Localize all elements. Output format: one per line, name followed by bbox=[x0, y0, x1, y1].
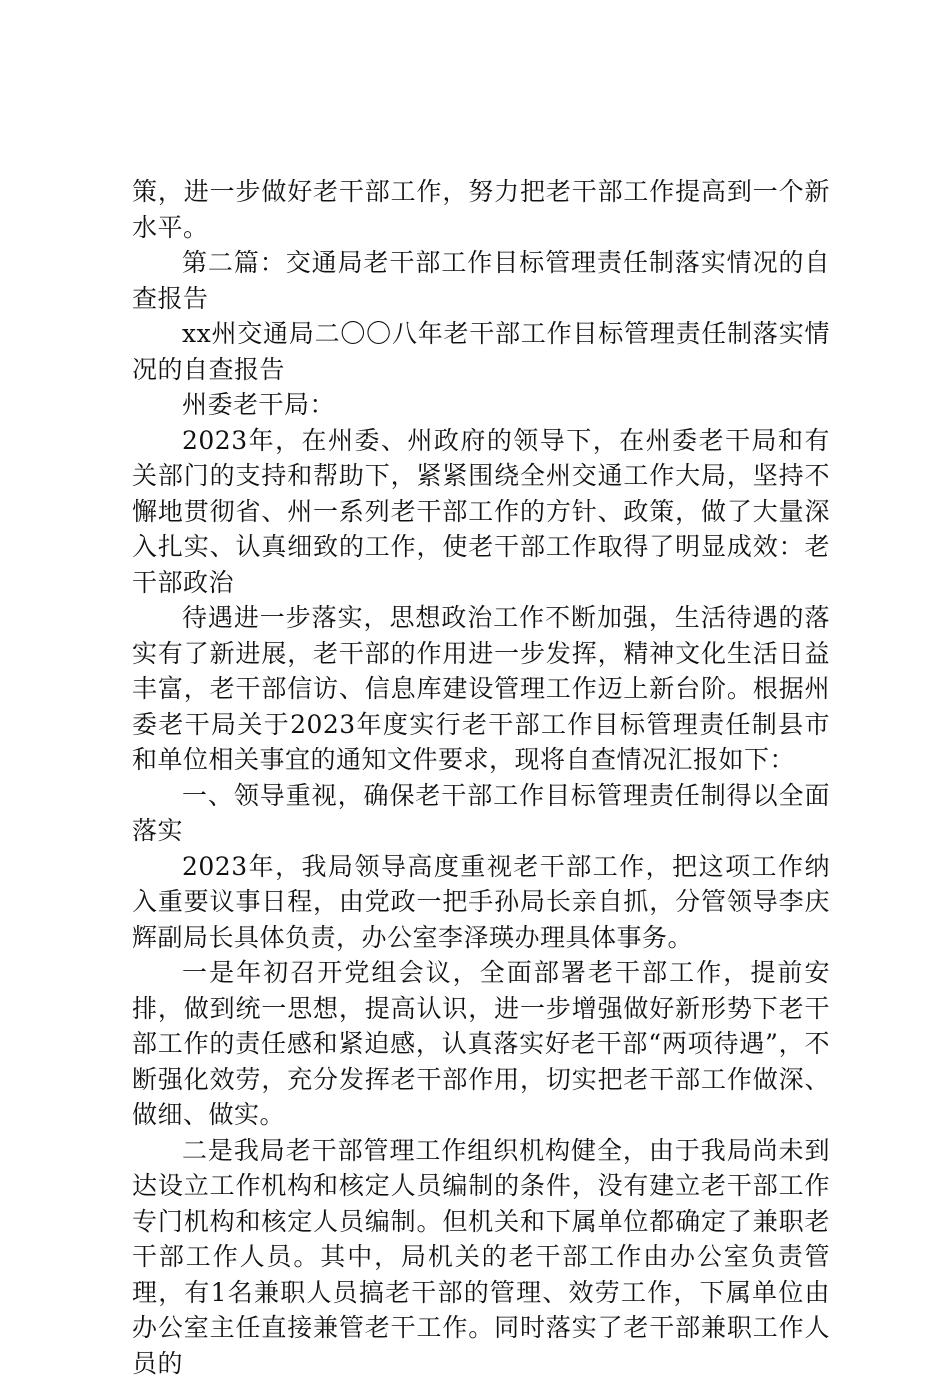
paragraph-5: 2023年，在州委、州政府的领导下，在州委老干局和有关部门的支持和帮助下，紧紧围绕全州交通工作大局，坚持不懈地贯彻省、州一系列老干部工作的方针、政策，做了大量深入扎实、认真细致的工作，使老干部工作取得了明显成效：老干部政治 bbox=[132, 423, 830, 601]
paragraph-4-salutation: 州委老干局： bbox=[132, 387, 830, 423]
paragraph-10: 二是我局老干部管理工作组织机构健全，由于我局尚未到达设立工作机构和核定人员编制的条件，没有建立老干部工作专门机构和核定人员编制。但机关和下属单位都确定了兼职老干部工作人员。其中，局机关的老干部工作由办公室负责管理，有1名兼职人员搞老干部的管理、效劳工作，下属单位由办公室主任直接兼管老干工作。同时落实了老干部兼职工作人员的 bbox=[132, 1133, 830, 1381]
paragraph-6: 待遇进一步落实，思想政治工作不断加强，生活待遇的落实有了新进展，老干部的作用进一步发挥，精神文化生活日益丰富，老干部信访、信息库建设管理工作迈上新台阶。根据州委老干局关于2023年度实行老干部工作目标管理责任制县市和单位相关事宜的通知文件要求，现将自查情况汇报如下： bbox=[132, 600, 830, 778]
paragraph-7-section-heading: 一、领导重视，确保老干部工作目标管理责任制得以全面落实 bbox=[132, 778, 830, 849]
paragraph-3-report-title: xx州交通局二〇〇八年老干部工作目标管理责任制落实情况的自查报告 bbox=[132, 316, 830, 387]
document-page bbox=[132, 174, 830, 1381]
paragraph-9: 一是年初召开党组会议，全面部署老干部工作，提前安排，做到统一思想，提高认识，进一步增强做好新形势下老干部工作的责任感和紧迫感，认真落实好老干部“两项待遇”，不断强化效劳，充分发挥老干部作用，切实把老干部工作做深、做细、做实。 bbox=[132, 955, 830, 1133]
paragraph-2-chapter-title: 第二篇：交通局老干部工作目标管理责任制落实情况的自查报告 bbox=[132, 245, 830, 316]
paragraph-1: 策，进一步做好老干部工作，努力把老干部工作提高到一个新水平。 bbox=[132, 174, 830, 245]
paragraph-8: 2023年，我局领导高度重视老干部工作，把这项工作纳入重要议事日程，由党政一把手孙局长亲自抓，分管领导李庆辉副局长具体负责，办公室李泽瑛办理具体事务。 bbox=[132, 849, 830, 956]
